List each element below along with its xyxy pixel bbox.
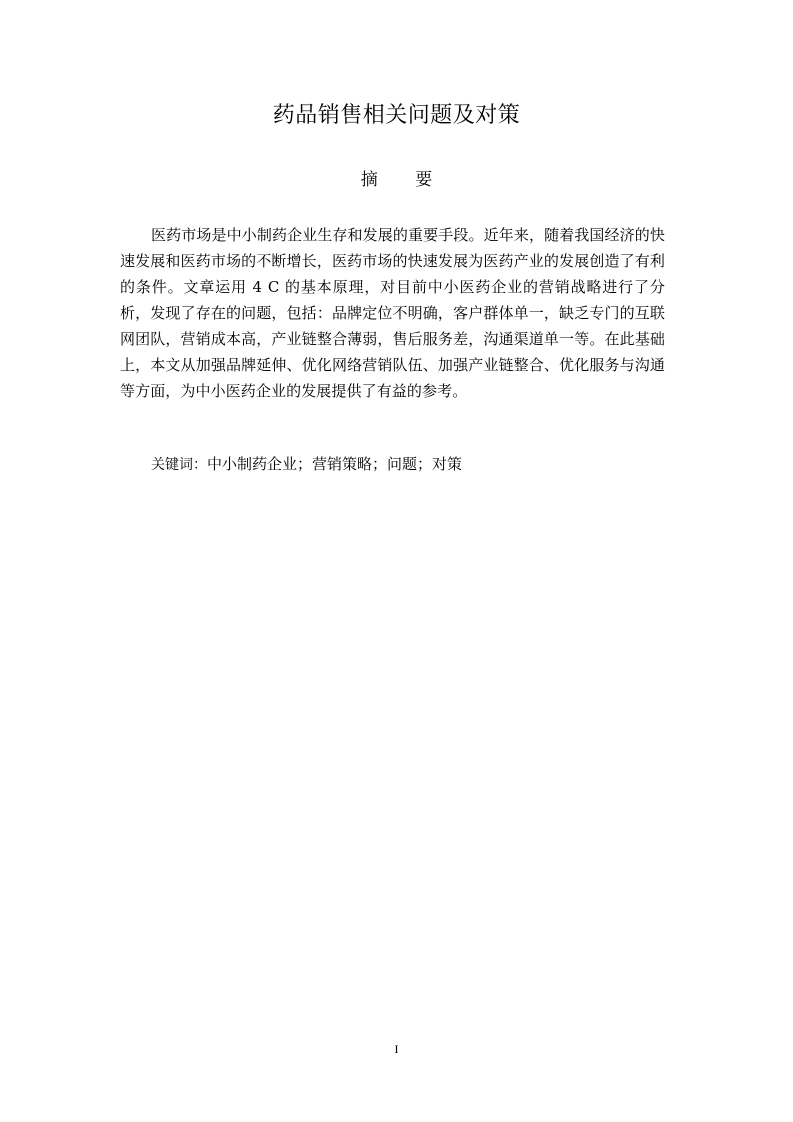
abstract-paragraph: 医药市场是中小制药企业生存和发展的重要手段。近年来，随着我国经济的快速发展和医药市场的不断增长，医药市场的快速发展为医药产业的发展创造了有利的条件。文章运用 4 C 的基本原理，对目前中小医药企业的营销战略进行了分析，发现了存在的问题，包括：品牌定位不明确，客户群体单一，缺乏专门的互联网团队，营销成本高，产业链整合薄弱，售后服务差，沟通渠道单一等。在此基础上，本文从加强品牌延伸、优化网络营销队伍、加强产业链整合、优化服务与沟通等方面，为中小医药企业的发展提供了有益的参考。 bbox=[120, 226, 665, 400]
keywords-label: 关键词： bbox=[151, 457, 207, 473]
document-title: 药品销售相关问题及对策 bbox=[272, 103, 521, 128]
abstract-heading: 摘 要 bbox=[360, 170, 449, 190]
page-number: I bbox=[394, 1042, 399, 1056]
keywords-line bbox=[151, 451, 671, 478]
keywords-value: 中小制药企业；营销策略；问题；对策 bbox=[207, 455, 463, 473]
